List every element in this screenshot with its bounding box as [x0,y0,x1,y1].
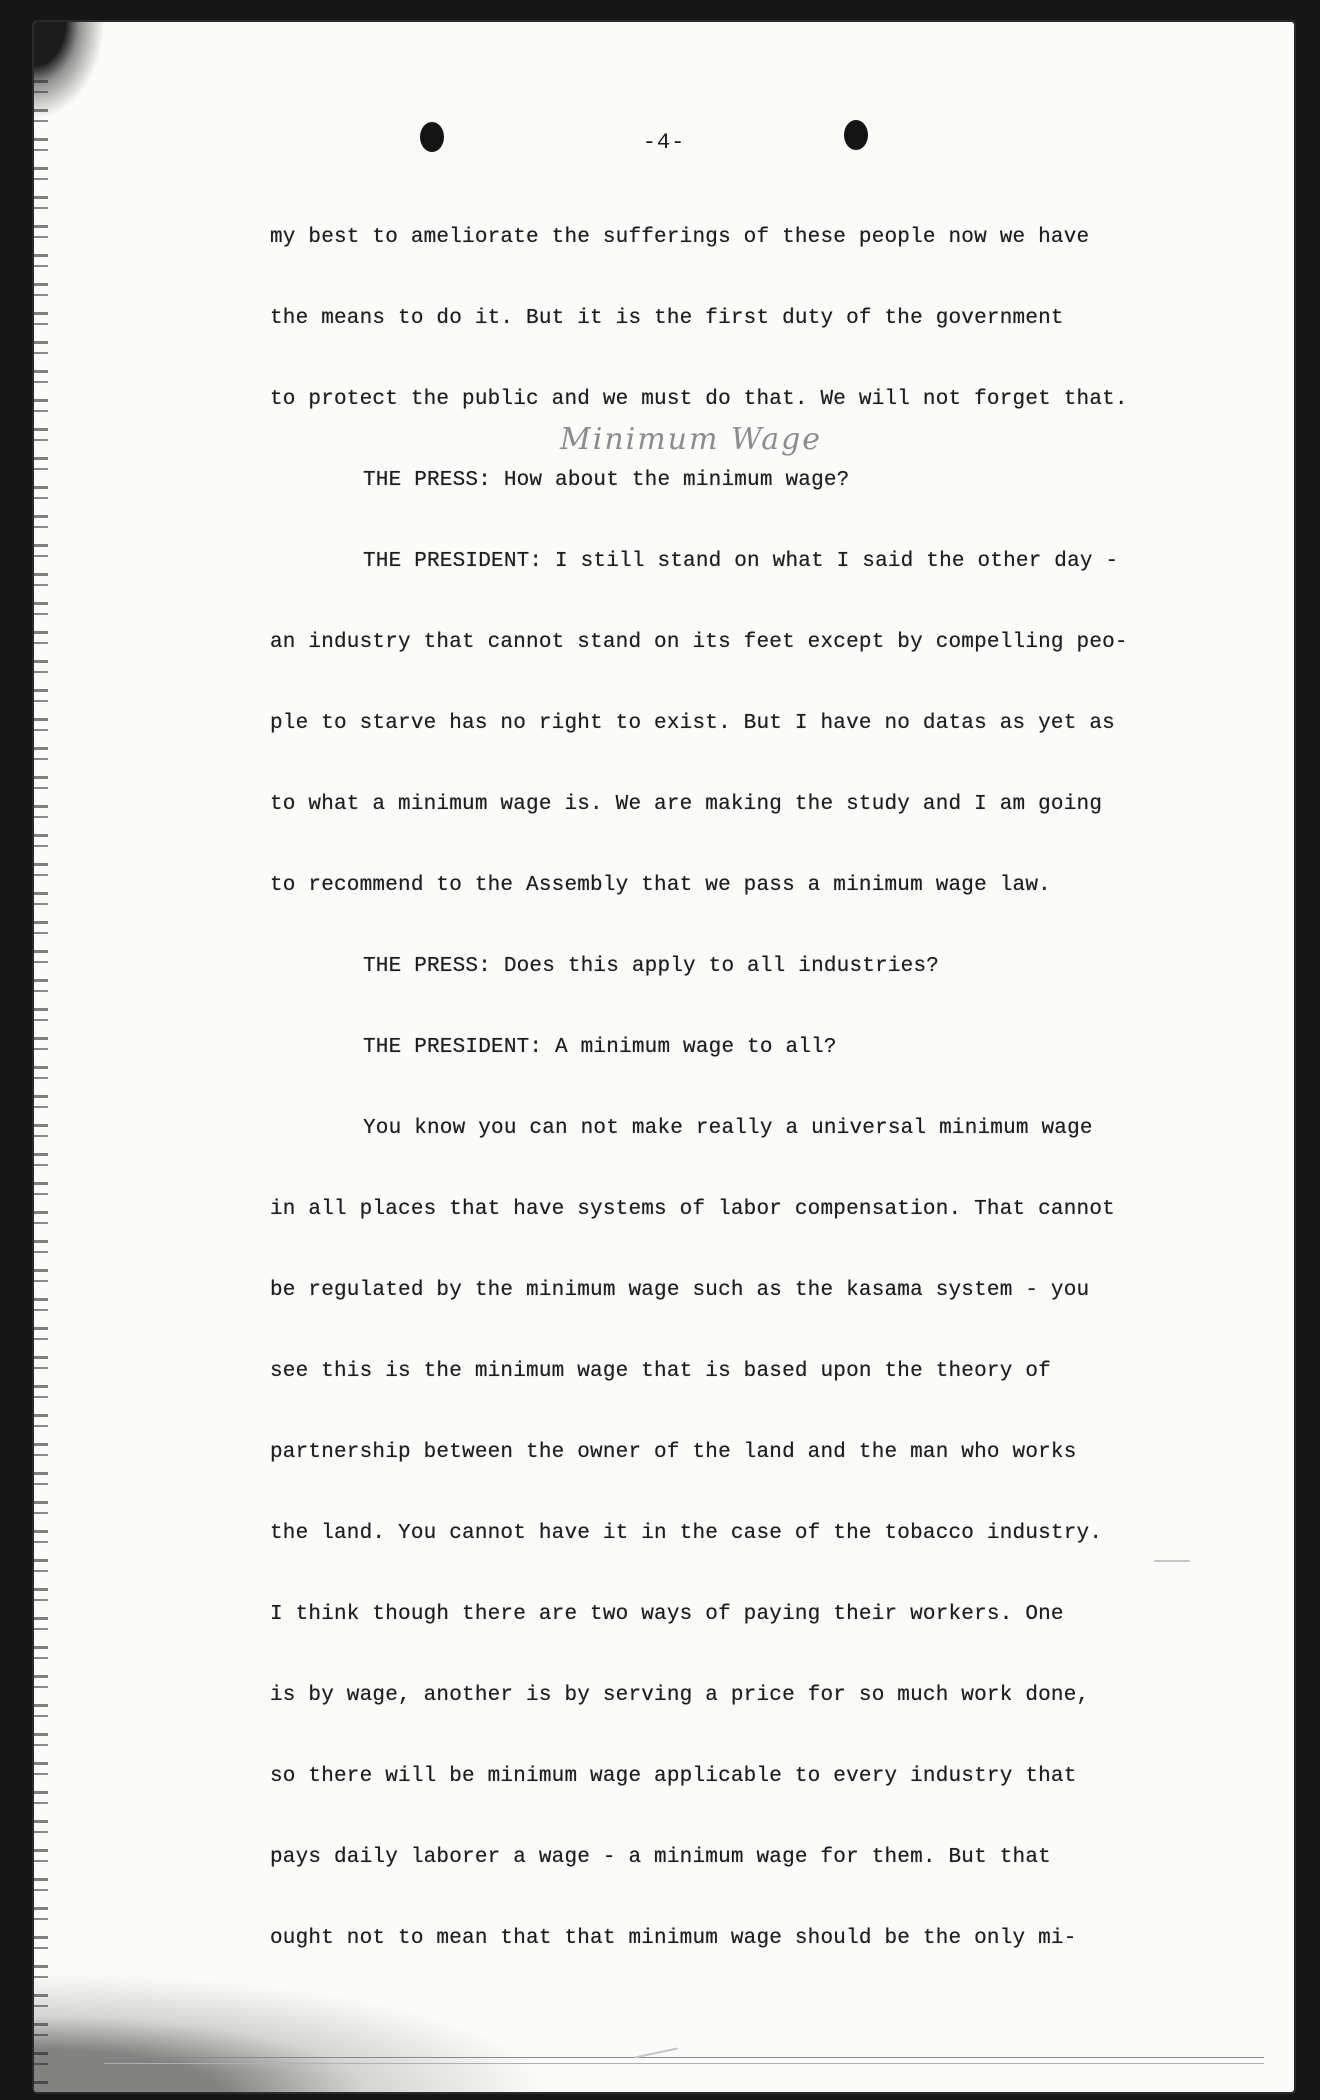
page-number: -4- [642,130,686,155]
torn-left-edge [34,22,48,2092]
text-line: You know you can not make really a universal minimum wage [363,1117,1093,1140]
bottom-edge-line [104,2057,1264,2058]
text-line: I think though there are two ways of paying their workers. One [270,1603,1064,1626]
text-line: the means to do it. But it is the first duty of the government [270,307,1064,330]
text-line: so there will be minimum wage applicable to every industry that [270,1765,1077,1788]
text-line: is by wage, another is by serving a price for so much work done, [270,1684,1090,1707]
text-line: partnership between the owner of the land and the man who works [270,1441,1077,1464]
bottom-edge-line-secondary [104,2063,1264,2064]
typewritten-page [34,22,1294,2092]
text-line: my best to ameliorate the sufferings of these people now we have [270,226,1090,249]
text-line: in all places that have systems of labor compensation. That cannot [270,1198,1115,1221]
text-line: be regulated by the minimum wage such as the kasama system - you [270,1279,1090,1302]
text-line: ple to starve has no right to exist. But I have no datas as yet as [270,712,1115,735]
text-line: the land. You cannot have it in the case of the tobacco industry. [270,1522,1103,1545]
text-line: to recommend to the Assembly that we pass a minimum wage law. [270,874,1051,897]
text-line: to what a minimum wage is. We are making the study and I am going [270,793,1103,816]
text-line: THE PRESIDENT: A minimum wage to all? [363,1036,837,1059]
text-line: THE PRESS: How about the minimum wage? [363,469,850,492]
text-line: THE PRESIDENT: I still stand on what I said the other day - [363,550,1119,573]
text-line: pays daily laborer a wage - a minimum wage for them. But that [270,1846,1051,1869]
text-line: to protect the public and we must do that. We will not forget that. [270,388,1128,411]
handwritten-annotation: Minimum Wage [560,422,823,457]
page-wear-stain [34,1972,554,2092]
text-line: ought not to mean that that minimum wage should be the only mi- [270,1927,1077,1950]
faint-pencil-mark [1154,1560,1190,1562]
text-line: THE PRESS: Does this apply to all industries? [363,955,940,978]
text-line: an industry that cannot stand on its feet except by compelling peo- [270,631,1128,654]
torn-corner [34,22,114,132]
text-line: see this is the minimum wage that is based upon the theory of [270,1360,1051,1383]
